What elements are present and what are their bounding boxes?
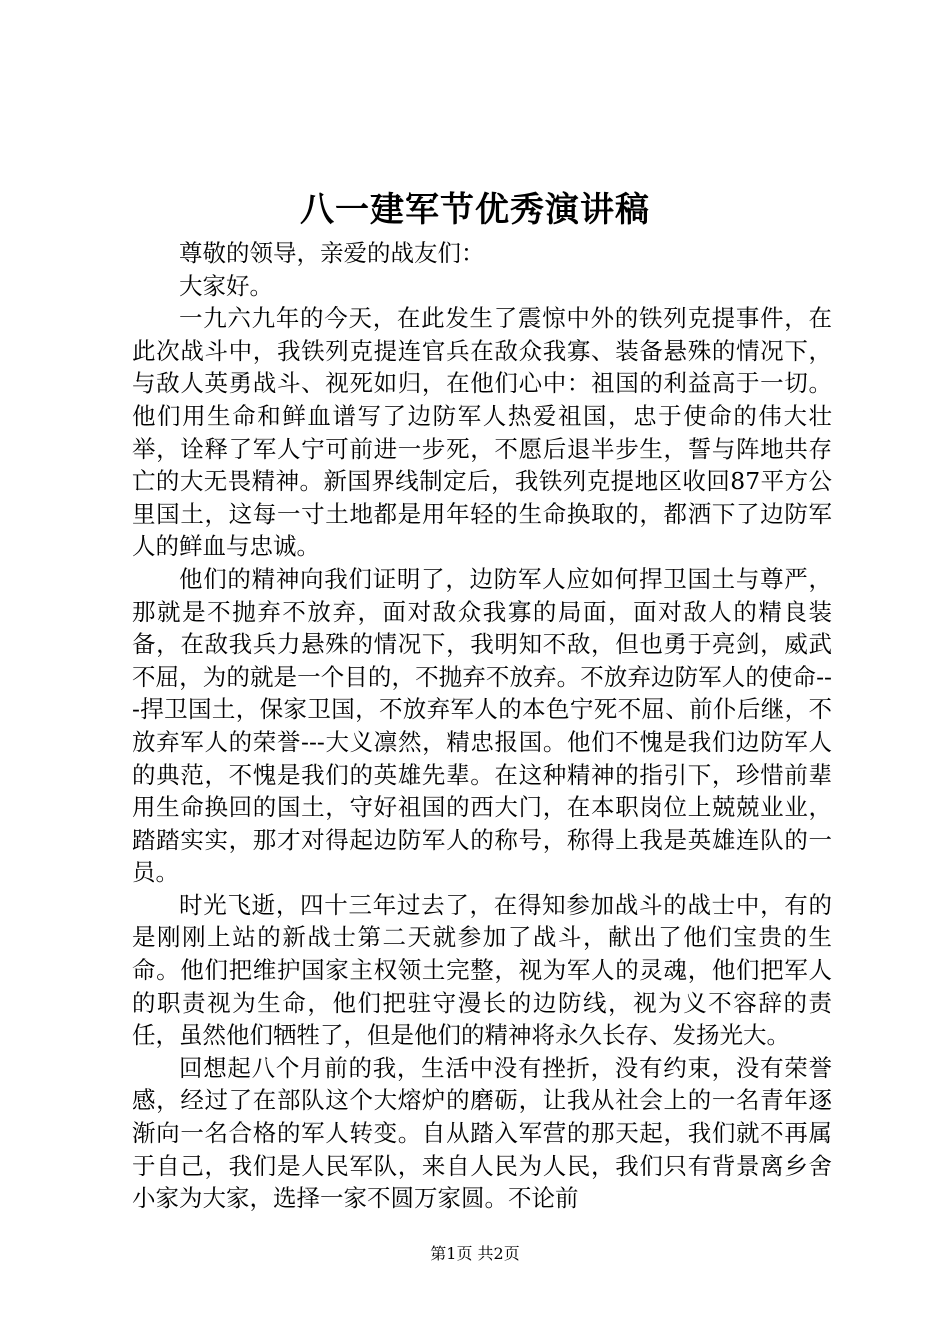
salutation-paragraph: 尊敬的领导，亲爱的战友们： — [179, 239, 485, 267]
body-paragraph: 回想起八个月前的我，生活中没有挫折，没有约束，没有荣誉感，经过了在部队这个大熔炉的磨砺，让我从社会上的一名青年逐渐向一名合格的军人转变。自从踏入军营的那天起，我们就不再属于自己，我们是人民军队，来自人民为人民，我们只有背景离乡舍小家为大家，选择一家不圆万家圆。不论前 — [132, 1053, 832, 1213]
body-paragraph: 他们的精神向我们证明了，边防军人应如何捍卫国土与尊严，那就是不抛弃不放弃，面对敌众我寡的局面，面对敌人的精良装备，在敌我兵力悬殊的情况下，我明知不敌，但也勇于亮剑，威武不屈，为的就是一个目的，不抛弃不放弃。不放弃边防军人的使命---捍卫国土，保家卫国，不放弃军人的本色宁死不屈、前仆后继，不放弃军人的荣誉---大义凛然，精忠报国。他们不愧是我们边防军人的典范，不愧是我们的英雄先辈。在这种精神的指引下，珍惜前辈用生命换回的国土，守好祖国的西大门，在本职岗位上兢兢业业，踏踏实实，那才对得起边防军人的称号，称得上我是英雄连队的一员。 — [132, 564, 832, 887]
page-footer: 第1页 共2页 — [430, 1244, 520, 1263]
body-paragraph: 一九六九年的今天，在此发生了震惊中外的铁列克提事件，在此次战斗中，我铁列克提连官兵在敌众我寡、装备悬殊的情况下，与敌人英勇战斗、视死如归，在他们心中：祖国的利益高于一切。他们用生命和鲜血谱写了边防军人热爱祖国，忠于使命的伟大壮举，诠释了军人宁可前进一步死，不愿后退半步生，誓与阵地共存亡的大无畏精神。新国界线制定后，我铁列克提地区收回87平方公里国土，这每一寸土地都是用年轻的生命换取的，都洒下了边防军人的鲜血与忠诚。 — [132, 304, 832, 561]
document-body — [132, 237, 832, 1215]
document-title: 八一建军节优秀演讲稿 — [300, 190, 650, 230]
body-paragraph: 时光飞逝，四十三年过去了，在得知参加战斗的战士中，有的是刚刚上站的新战士第二天就参加了战斗，献出了他们宝贵的生命。他们把维护国家主权领土完整，视为军人的灵魂，他们把军人的职责视为生命，他们把驻守漫长的边防线，视为义不容辞的责任，虽然他们牺牲了，但是他们的精神将永久长存、发扬光大。 — [132, 890, 832, 1050]
greeting-paragraph: 大家好。 — [179, 271, 273, 300]
